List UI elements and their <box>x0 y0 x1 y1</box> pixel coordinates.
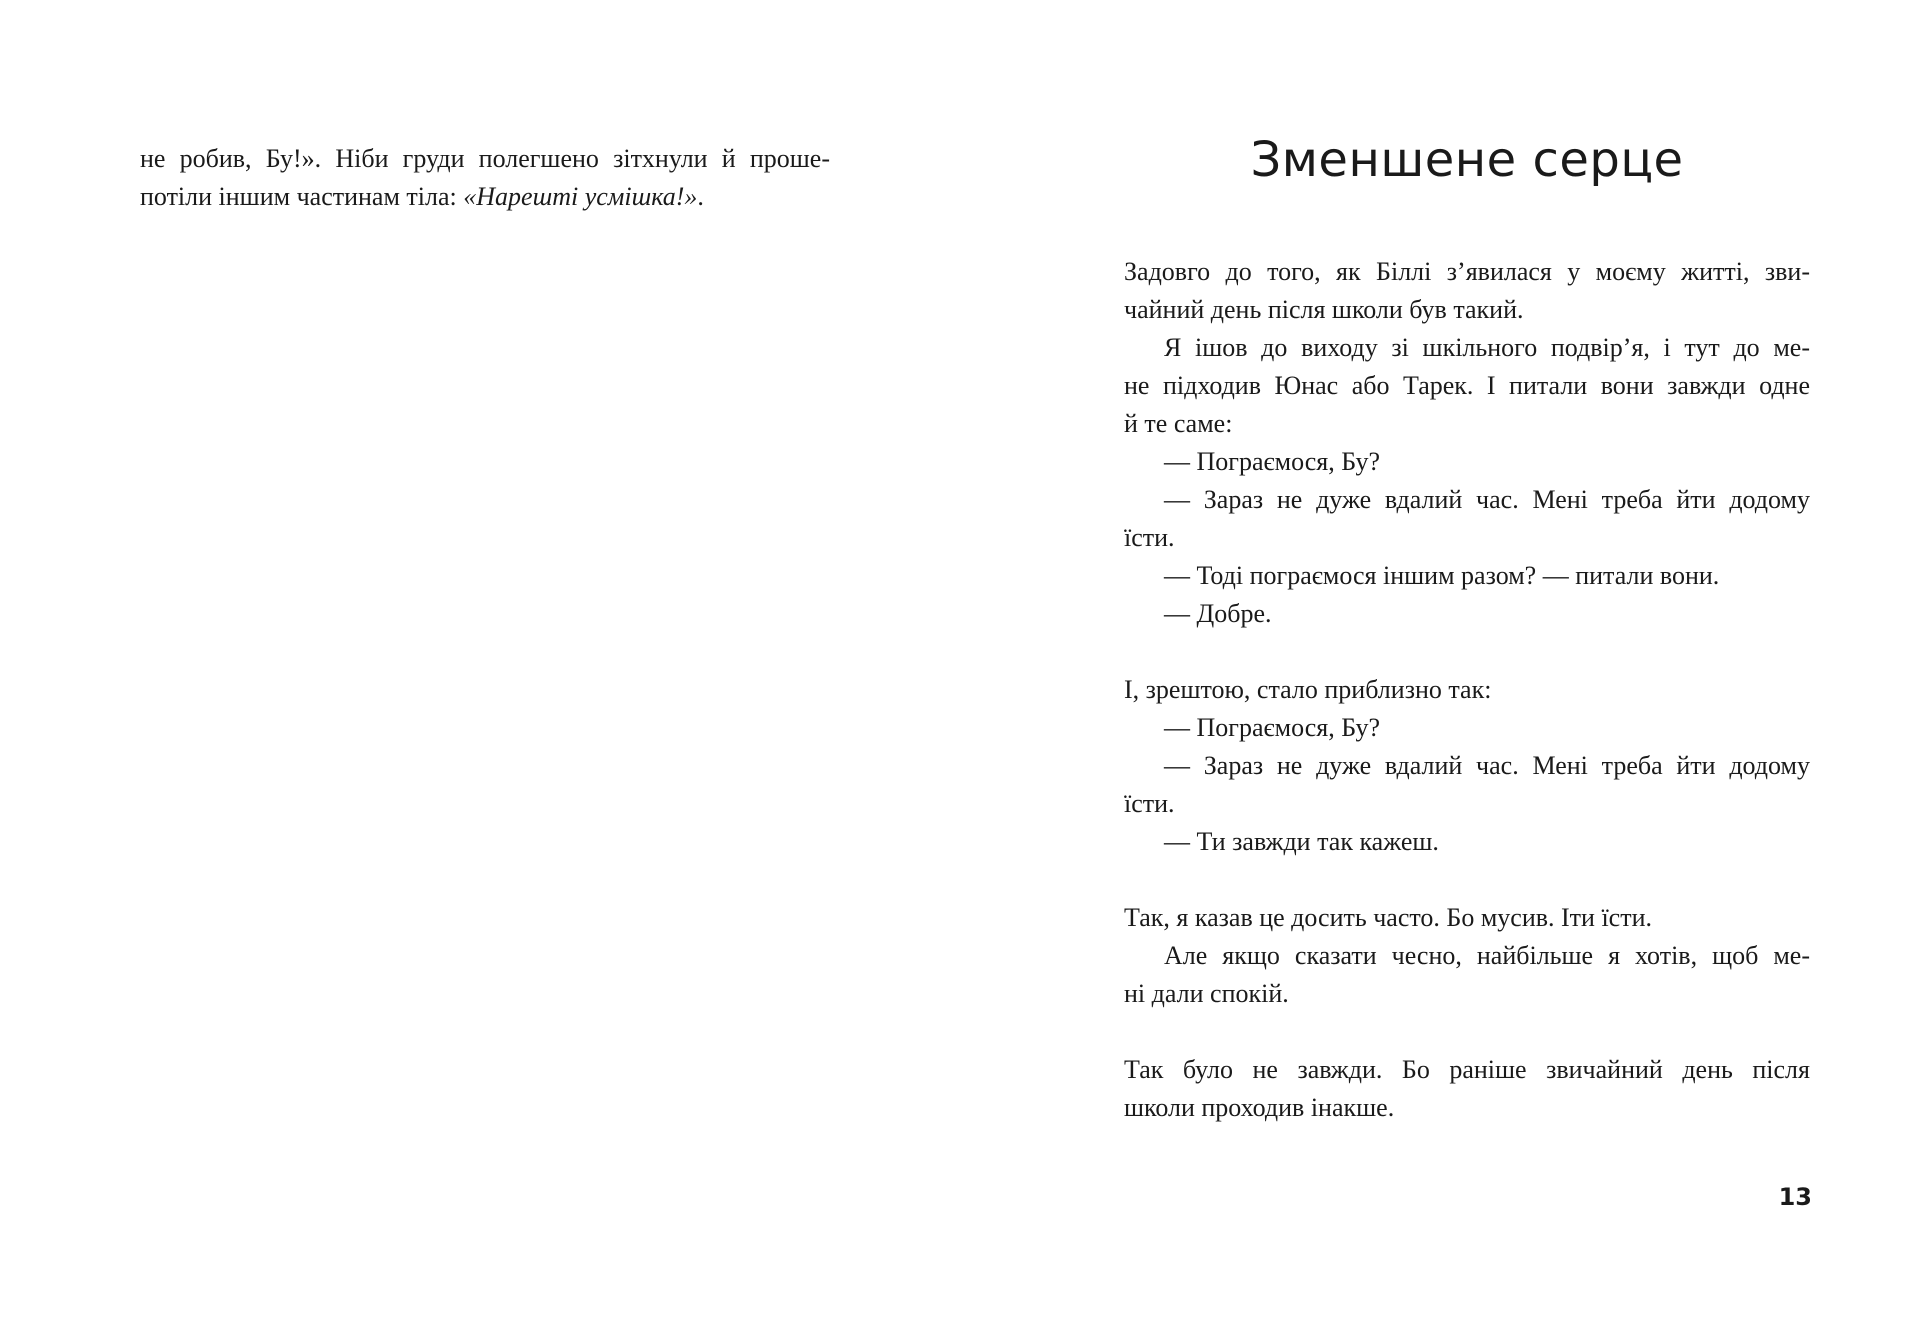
left-page <box>140 140 830 216</box>
text-line: не робив, Бу!». Ніби груди полегшено зітхнули й проше- <box>140 144 830 173</box>
paragraph-gap <box>1124 633 1810 671</box>
dialogue-line: — Добре. <box>1164 599 1272 628</box>
text-segment: потіли іншим частинам тіла: <box>140 182 464 211</box>
right-page <box>1124 125 1810 1127</box>
text-line: Так було не завжди. Бо раніше звичайний день після <box>1124 1055 1810 1084</box>
dialogue-line: — Пограємося, Бу? <box>1164 713 1381 742</box>
text-line: не підходив Юнас або Тарек. І питали вони завжди одне <box>1124 371 1810 400</box>
text-line: й те саме: <box>1124 409 1233 438</box>
text-line: Я ішов до виходу зі шкільного подвір’я, і тут до ме- <box>1164 333 1810 362</box>
text-line: Задовго до того, як Біллі з’явилася у моєму житті, зви- <box>1124 257 1810 286</box>
text-segment: . <box>697 182 704 211</box>
text-line: школи проходив інакше. <box>1124 1093 1395 1122</box>
italic-quote: «Нарешті усмішка!» <box>463 182 698 211</box>
text-line: їсти. <box>1124 523 1175 552</box>
dialogue-line: — Ти завжди так кажеш. <box>1164 827 1439 856</box>
text-line: І, зрештою, стало приблизно так: <box>1124 675 1492 704</box>
dialogue-line: — Зараз не дуже вдалий час. Мені треба йти додому <box>1164 485 1810 514</box>
dialogue-line: — Тоді пограємося іншим разом? — питали вони. <box>1164 561 1720 590</box>
page-number: 13 <box>1778 1183 1812 1211</box>
text-line: чайний день після школи був такий. <box>1124 295 1524 324</box>
paragraph-gap <box>1124 861 1810 899</box>
dialogue-line: — Зараз не дуже вдалий час. Мені треба йти додому <box>1164 751 1810 780</box>
text-line: Але якщо сказати чесно, найбільше я хотів, щоб ме- <box>1164 941 1810 970</box>
chapter-title: Зменшене серце <box>1250 132 1684 188</box>
text-line: ні дали спокій. <box>1124 979 1289 1008</box>
text-line: Так, я казав це досить часто. Бо мусив. Іти їсти. <box>1124 903 1652 932</box>
dialogue-line: — Пограємося, Бу? <box>1164 447 1381 476</box>
text-line: їсти. <box>1124 789 1175 818</box>
paragraph-gap <box>1124 1013 1810 1051</box>
text-line <box>140 178 830 216</box>
